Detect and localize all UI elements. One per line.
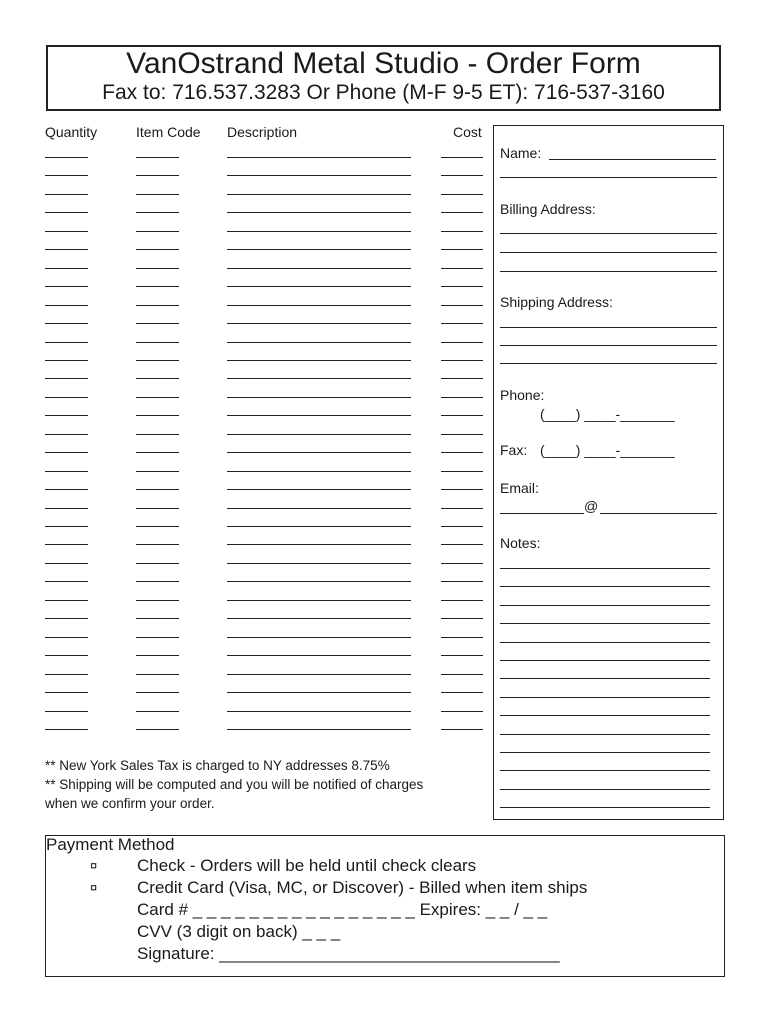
cost-field[interactable]	[441, 194, 483, 195]
form-header	[46, 45, 721, 111]
quantity-field[interactable]	[45, 415, 88, 416]
description-field[interactable]	[227, 323, 411, 324]
cost-field[interactable]	[441, 563, 483, 564]
billing-address-line[interactable]	[500, 252, 717, 253]
item-code-field[interactable]	[136, 249, 179, 250]
check-option-bullet: ¤	[90, 858, 98, 873]
item-code-field[interactable]	[136, 360, 179, 361]
description-field[interactable]	[227, 305, 411, 306]
cost-field[interactable]	[441, 323, 483, 324]
description-field[interactable]	[227, 581, 411, 582]
item-code-field[interactable]	[136, 305, 179, 306]
quantity-field[interactable]	[45, 342, 88, 343]
quantity-field[interactable]	[45, 655, 88, 656]
description-field[interactable]	[227, 600, 411, 601]
item-code-field[interactable]	[136, 397, 179, 398]
notes-line[interactable]	[500, 642, 710, 643]
item-code-field[interactable]	[136, 378, 179, 379]
cost-field[interactable]	[441, 489, 483, 490]
billing-address-line[interactable]	[500, 271, 717, 272]
quantity-field[interactable]	[45, 323, 88, 324]
item-code-field[interactable]	[136, 268, 179, 269]
quantity-field[interactable]	[45, 508, 88, 509]
notes-line[interactable]	[500, 807, 710, 808]
item-code-field[interactable]	[136, 323, 179, 324]
quantity-field[interactable]	[45, 286, 88, 287]
description-field[interactable]	[227, 489, 411, 490]
quantity-field[interactable]	[45, 212, 88, 213]
shipping-note-continued: when we confirm your order.	[45, 796, 215, 811]
description-field[interactable]	[227, 544, 411, 545]
item-code-field[interactable]	[136, 655, 179, 656]
cost-field[interactable]	[441, 471, 483, 472]
item-code-field[interactable]	[136, 563, 179, 564]
notes-line[interactable]	[500, 789, 710, 790]
notes-line[interactable]	[500, 734, 710, 735]
item-code-field[interactable]	[136, 212, 179, 213]
cvv-field[interactable]: CVV (3 digit on back) _ _ _	[137, 922, 341, 941]
quantity-field[interactable]	[45, 600, 88, 601]
shipping-address-line[interactable]	[500, 345, 717, 346]
notes-line[interactable]	[500, 568, 710, 569]
cost-field[interactable]	[441, 526, 483, 527]
contact-info: Fax to: 716.537.3283 Or Phone (M-F 9-5 ET): 716-537-3160	[102, 81, 665, 104]
item-code-field[interactable]	[136, 508, 179, 509]
quantity-field[interactable]	[45, 231, 88, 232]
billing-address-label: Billing Address:	[500, 201, 596, 217]
quantity-field[interactable]	[45, 268, 88, 269]
quantity-field[interactable]	[45, 526, 88, 527]
shipping-address-line[interactable]	[500, 327, 717, 328]
cost-field[interactable]	[441, 175, 483, 176]
cost-field[interactable]	[441, 415, 483, 416]
payment-method-heading: Payment Method	[46, 835, 175, 854]
item-code-field[interactable]	[136, 489, 179, 490]
email-domain-field[interactable]	[600, 513, 717, 514]
quantity-field[interactable]	[45, 674, 88, 675]
cost-field[interactable]	[441, 212, 483, 213]
item-code-field[interactable]	[136, 711, 179, 712]
description-field[interactable]	[227, 342, 411, 343]
quantity-field[interactable]	[45, 157, 88, 158]
cost-field[interactable]	[441, 378, 483, 379]
description-field[interactable]	[227, 286, 411, 287]
cost-field[interactable]	[441, 249, 483, 250]
cost-field[interactable]	[441, 729, 483, 730]
item-code-field[interactable]	[136, 157, 179, 158]
quantity-column-header: Quantity	[45, 124, 98, 140]
credit-card-option[interactable]: Credit Card (Visa, MC, or Discover) - Billed when item ships	[137, 878, 588, 897]
quantity-field[interactable]	[45, 563, 88, 564]
notes-line[interactable]	[500, 586, 710, 587]
quantity-field[interactable]	[45, 729, 88, 730]
email-at-sign: @	[584, 498, 599, 514]
item-code-column-header: Item Code	[136, 124, 201, 140]
item-code-field[interactable]	[136, 637, 179, 638]
cost-field[interactable]	[441, 268, 483, 269]
description-field[interactable]	[227, 157, 411, 158]
phone-label: Phone:	[500, 387, 545, 403]
description-field[interactable]	[227, 397, 411, 398]
shipping-address-line[interactable]	[500, 363, 717, 364]
sales-tax-note: ** New York Sales Tax is charged to NY addresses 8.75%	[45, 758, 390, 773]
cost-field[interactable]	[441, 360, 483, 361]
cost-field[interactable]	[441, 434, 483, 435]
quantity-field[interactable]	[45, 452, 88, 453]
description-field[interactable]	[227, 692, 411, 693]
quantity-field[interactable]	[45, 175, 88, 176]
cost-field[interactable]	[441, 692, 483, 693]
quantity-field[interactable]	[45, 711, 88, 712]
quantity-field[interactable]	[45, 471, 88, 472]
item-code-field[interactable]	[136, 286, 179, 287]
quantity-field[interactable]	[45, 692, 88, 693]
name-field-line-2[interactable]	[500, 177, 717, 178]
description-field[interactable]	[227, 434, 411, 435]
quantity-field[interactable]	[45, 544, 88, 545]
cost-field[interactable]	[441, 397, 483, 398]
description-field[interactable]	[227, 563, 411, 564]
notes-line[interactable]	[500, 715, 710, 716]
notes-line[interactable]	[500, 678, 710, 679]
cost-field[interactable]	[441, 452, 483, 453]
item-code-field[interactable]	[136, 729, 179, 730]
quantity-field[interactable]	[45, 581, 88, 582]
cost-column-header: Cost	[453, 124, 482, 140]
description-field[interactable]	[227, 711, 411, 712]
quantity-field[interactable]	[45, 194, 88, 195]
quantity-field[interactable]	[45, 397, 88, 398]
description-field[interactable]	[227, 268, 411, 269]
item-code-field[interactable]	[136, 342, 179, 343]
description-field[interactable]	[227, 508, 411, 509]
item-code-field[interactable]	[136, 600, 179, 601]
item-code-field[interactable]	[136, 526, 179, 527]
description-field[interactable]	[227, 729, 411, 730]
description-field[interactable]	[227, 415, 411, 416]
cost-field[interactable]	[441, 600, 483, 601]
notes-line[interactable]	[500, 752, 710, 753]
signature-field[interactable]: Signature: ____________________________________	[137, 944, 560, 963]
item-code-field[interactable]	[136, 581, 179, 582]
name-field[interactable]	[549, 159, 716, 160]
description-field[interactable]	[227, 637, 411, 638]
item-code-field[interactable]	[136, 194, 179, 195]
description-field[interactable]	[227, 360, 411, 361]
cost-field[interactable]	[441, 508, 483, 509]
card-number-field[interactable]: Card # _ _ _ _ _ _ _ _ _ _ _ _ _ _ _ _ Expires: _ _ / _ _	[137, 900, 548, 919]
description-field[interactable]	[227, 212, 411, 213]
description-field[interactable]	[227, 618, 411, 619]
cost-field[interactable]	[441, 231, 483, 232]
email-user-field[interactable]	[500, 513, 584, 514]
description-field[interactable]	[227, 655, 411, 656]
notes-line[interactable]	[500, 605, 710, 606]
item-code-field[interactable]	[136, 674, 179, 675]
notes-label: Notes:	[500, 535, 541, 551]
notes-line[interactable]	[500, 697, 710, 698]
description-field[interactable]	[227, 452, 411, 453]
cost-field[interactable]	[441, 544, 483, 545]
description-field[interactable]	[227, 231, 411, 232]
cost-field[interactable]	[441, 581, 483, 582]
item-code-field[interactable]	[136, 471, 179, 472]
description-field[interactable]	[227, 194, 411, 195]
fax-field[interactable]: (____) ____-_______	[540, 442, 675, 458]
description-field[interactable]	[227, 471, 411, 472]
notes-line[interactable]	[500, 770, 710, 771]
item-code-field[interactable]	[136, 544, 179, 545]
cost-field[interactable]	[441, 342, 483, 343]
quantity-field[interactable]	[45, 378, 88, 379]
quantity-field[interactable]	[45, 637, 88, 638]
notes-line[interactable]	[500, 660, 710, 661]
name-label: Name:	[500, 145, 542, 161]
cost-field[interactable]	[441, 157, 483, 158]
item-code-field[interactable]	[136, 231, 179, 232]
cost-field[interactable]	[441, 286, 483, 287]
quantity-field[interactable]	[45, 434, 88, 435]
cost-field[interactable]	[441, 618, 483, 619]
quantity-field[interactable]	[45, 618, 88, 619]
cost-field[interactable]	[441, 674, 483, 675]
description-field[interactable]	[227, 674, 411, 675]
quantity-field[interactable]	[45, 249, 88, 250]
phone-field[interactable]: (____) ____-_______	[540, 406, 675, 422]
quantity-field[interactable]	[45, 360, 88, 361]
item-code-field[interactable]	[136, 415, 179, 416]
notes-line[interactable]	[500, 623, 710, 624]
fax-label: Fax:	[500, 442, 528, 458]
quantity-field[interactable]	[45, 489, 88, 490]
item-code-field[interactable]	[136, 452, 179, 453]
description-field[interactable]	[227, 249, 411, 250]
item-code-field[interactable]	[136, 618, 179, 619]
item-code-field[interactable]	[136, 692, 179, 693]
item-code-field[interactable]	[136, 175, 179, 176]
cost-field[interactable]	[441, 637, 483, 638]
form-title: VanOstrand Metal Studio - Order Form	[126, 47, 641, 80]
description-field[interactable]	[227, 175, 411, 176]
shipping-address-label: Shipping Address:	[500, 294, 613, 310]
credit-card-option-bullet: ¤	[90, 880, 98, 895]
cost-field[interactable]	[441, 711, 483, 712]
shipping-note: ** Shipping will be computed and you will be notified of charges	[45, 777, 424, 792]
item-code-field[interactable]	[136, 434, 179, 435]
description-field[interactable]	[227, 378, 411, 379]
check-option[interactable]: Check - Orders will be held until check clears	[137, 856, 477, 875]
quantity-field[interactable]	[45, 305, 88, 306]
description-field[interactable]	[227, 526, 411, 527]
cost-field[interactable]	[441, 655, 483, 656]
cost-field[interactable]	[441, 305, 483, 306]
billing-address-line[interactable]	[500, 233, 717, 234]
description-column-header: Description	[227, 124, 298, 140]
email-label: Email:	[500, 480, 539, 496]
